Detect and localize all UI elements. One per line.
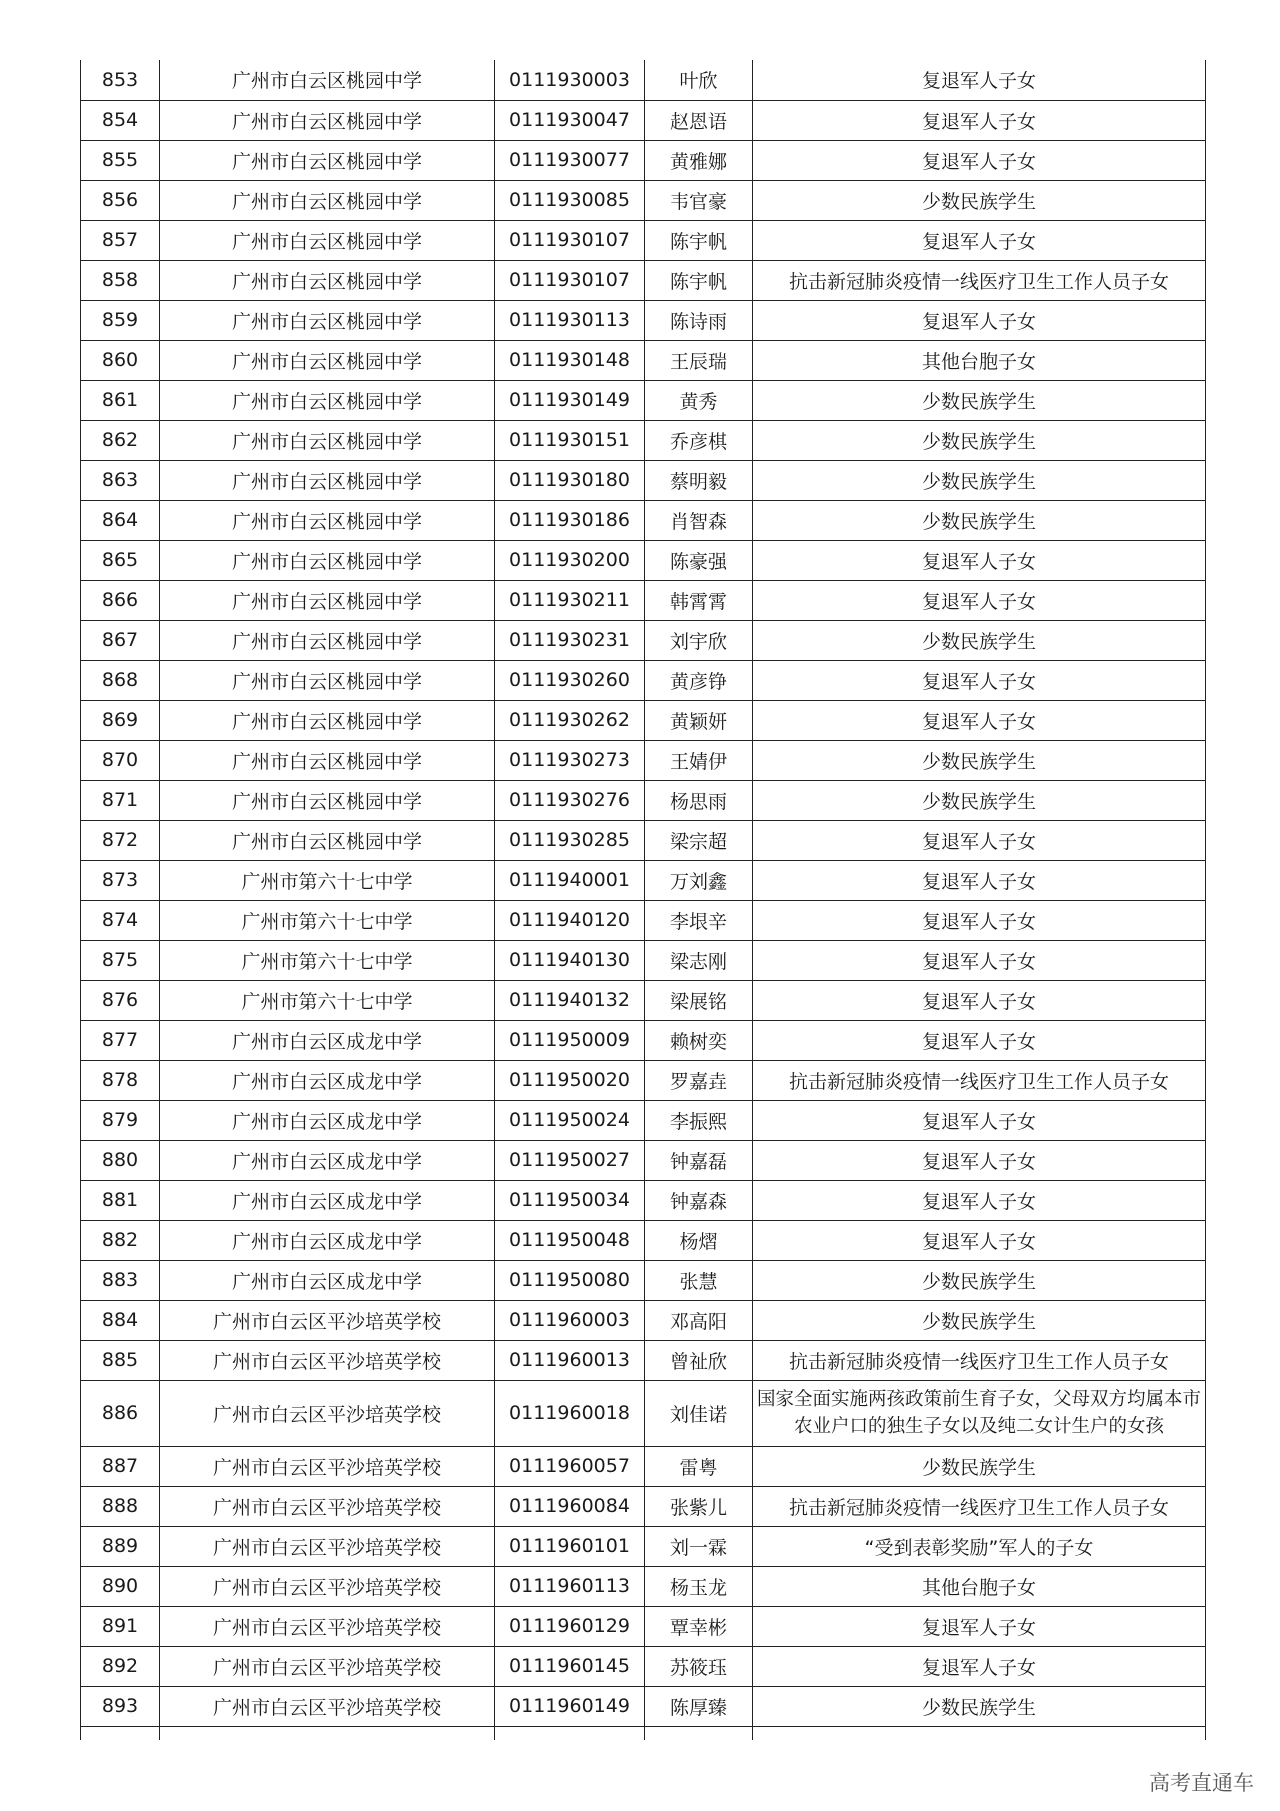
category-cell: 复退军人子女	[753, 580, 1206, 620]
row-number-cell: 863	[81, 460, 160, 500]
school-cell: 广州市白云区平沙培英学校	[160, 1486, 495, 1526]
table-row	[81, 740, 1206, 780]
category-cell: 复退军人子女	[753, 820, 1206, 860]
table-row	[81, 900, 1206, 940]
table-row	[81, 1140, 1206, 1180]
student-id-cell: 0111930285	[495, 820, 645, 860]
student-name-cell: 黄颖妍	[645, 700, 753, 740]
table-row	[81, 620, 1206, 660]
school-cell: 广州市白云区成龙中学	[160, 1180, 495, 1220]
student-id-cell: 0111930200	[495, 540, 645, 580]
school-cell: 广州市白云区平沙培英学校	[160, 1446, 495, 1486]
category-cell: “受到表彰奖励”军人的子女	[753, 1526, 1206, 1566]
category-cell: 复退军人子女	[753, 700, 1206, 740]
student-id-cell: 0111950024	[495, 1100, 645, 1140]
row-number-cell: 855	[81, 140, 160, 180]
student-id-cell: 0111960003	[495, 1300, 645, 1340]
school-cell: 广州市第六十七中学	[160, 980, 495, 1020]
row-number-cell: 873	[81, 860, 160, 900]
student-name-cell: 杨思雨	[645, 780, 753, 820]
student-name-cell: 肖智森	[645, 500, 753, 540]
category-cell: 复退军人子女	[753, 660, 1206, 700]
student-name-cell: 韦官豪	[645, 180, 753, 220]
student-id-cell: 0111950080	[495, 1260, 645, 1300]
school-cell: 广州市白云区桃园中学	[160, 660, 495, 700]
table-row	[81, 980, 1206, 1020]
student-name-cell: 陈豪强	[645, 540, 753, 580]
row-number-cell: 864	[81, 500, 160, 540]
school-cell: 广州市白云区桃园中学	[160, 580, 495, 620]
school-cell: 广州市白云区桃园中学	[160, 140, 495, 180]
table-row	[81, 820, 1206, 860]
student-id-cell: 0111930148	[495, 340, 645, 380]
school-cell: 广州市白云区桃园中学	[160, 180, 495, 220]
school-cell: 广州市白云区平沙培英学校	[160, 1380, 495, 1446]
table-row	[81, 140, 1206, 180]
student-id-cell: 0111930151	[495, 420, 645, 460]
row-number-cell: 886	[81, 1380, 160, 1446]
student-id-cell: 0111940130	[495, 940, 645, 980]
row-number-cell: 859	[81, 300, 160, 340]
student-name-cell: 赖树奕	[645, 1020, 753, 1060]
school-cell: 广州市白云区桃园中学	[160, 700, 495, 740]
student-name-cell: 钟嘉森	[645, 1180, 753, 1220]
student-id-cell: 0111930211	[495, 580, 645, 620]
school-cell: 广州市第六十七中学	[160, 900, 495, 940]
student-name-cell: 黄彦铮	[645, 660, 753, 700]
table-row	[81, 580, 1206, 620]
student-id-cell: 0111950027	[495, 1140, 645, 1180]
table-row	[81, 1060, 1206, 1100]
student-id-cell: 0111940132	[495, 980, 645, 1020]
category-cell: 国家全面实施两孩政策前生育子女，父母双方均属本市农业户口的独生子女以及纯二女计生户的女孩	[753, 1380, 1206, 1446]
row-number-cell: 865	[81, 540, 160, 580]
student-name-cell: 陈宇帆	[645, 220, 753, 260]
table-row	[81, 60, 1206, 100]
row-number-cell: 856	[81, 180, 160, 220]
student-id-cell: 0111930113	[495, 300, 645, 340]
student-name-cell: 王辰瑞	[645, 340, 753, 380]
student-id-cell: 0111930260	[495, 660, 645, 700]
student-id-cell: 0111930047	[495, 100, 645, 140]
school-cell: 广州市白云区平沙培英学校	[160, 1526, 495, 1566]
student-id-cell: 0111950034	[495, 1180, 645, 1220]
category-cell: 少数民族学生	[753, 1260, 1206, 1300]
table-row	[81, 460, 1206, 500]
row-number-cell: 872	[81, 820, 160, 860]
table-row	[81, 1020, 1206, 1060]
school-cell: 广州市第六十七中学	[160, 940, 495, 980]
watermark-text: 高考直通车	[1149, 1771, 1254, 1795]
category-cell: 复退军人子女	[753, 1220, 1206, 1260]
table-row	[81, 300, 1206, 340]
category-cell: 抗击新冠肺炎疫情一线医疗卫生工作人员子女	[753, 1340, 1206, 1380]
school-cell: 广州市白云区平沙培英学校	[160, 1340, 495, 1380]
student-name-cell: 刘佳诺	[645, 1380, 753, 1446]
table-row	[81, 700, 1206, 740]
category-cell: 复退军人子女	[753, 220, 1206, 260]
student-id-cell: 0111940001	[495, 860, 645, 900]
student-id-cell: 0111930276	[495, 780, 645, 820]
category-cell: 复退军人子女	[753, 300, 1206, 340]
student-name-cell: 梁宗超	[645, 820, 753, 860]
student-id-cell: 0111960057	[495, 1446, 645, 1486]
row-number-cell: 879	[81, 1100, 160, 1140]
table-row	[81, 1180, 1206, 1220]
school-cell: 广州市白云区平沙培英学校	[160, 1300, 495, 1340]
category-cell: 少数民族学生	[753, 460, 1206, 500]
row-number-cell: 892	[81, 1646, 160, 1686]
row-number-cell: 890	[81, 1566, 160, 1606]
category-cell: 复退军人子女	[753, 1140, 1206, 1180]
table-row	[81, 340, 1206, 380]
school-cell: 广州市白云区平沙培英学校	[160, 1566, 495, 1606]
empty-cell	[645, 1726, 753, 1740]
school-cell: 广州市白云区成龙中学	[160, 1140, 495, 1180]
school-cell: 广州市白云区平沙培英学校	[160, 1646, 495, 1686]
table-row	[81, 500, 1206, 540]
category-cell: 少数民族学生	[753, 420, 1206, 460]
row-number-cell: 888	[81, 1486, 160, 1526]
student-id-cell: 0111940120	[495, 900, 645, 940]
school-cell: 广州市白云区成龙中学	[160, 1220, 495, 1260]
category-cell: 复退军人子女	[753, 1100, 1206, 1140]
category-cell: 复退军人子女	[753, 1180, 1206, 1220]
student-id-cell: 0111930273	[495, 740, 645, 780]
table-row	[81, 1380, 1206, 1446]
category-cell: 少数民族学生	[753, 500, 1206, 540]
student-name-cell: 陈厚臻	[645, 1686, 753, 1726]
category-cell: 少数民族学生	[753, 1686, 1206, 1726]
category-cell: 少数民族学生	[753, 780, 1206, 820]
student-name-cell: 张慧	[645, 1260, 753, 1300]
student-id-cell: 0111930107	[495, 260, 645, 300]
student-id-cell: 0111930107	[495, 220, 645, 260]
table-row	[81, 380, 1206, 420]
row-number-cell: 887	[81, 1446, 160, 1486]
category-cell: 复退军人子女	[753, 900, 1206, 940]
table-row	[81, 1646, 1206, 1686]
student-id-cell: 0111930180	[495, 460, 645, 500]
table-row	[81, 860, 1206, 900]
school-cell: 广州市白云区桃园中学	[160, 100, 495, 140]
category-cell: 少数民族学生	[753, 620, 1206, 660]
student-name-cell: 陈诗雨	[645, 300, 753, 340]
school-cell: 广州市白云区桃园中学	[160, 740, 495, 780]
row-number-cell: 868	[81, 660, 160, 700]
category-cell: 复退军人子女	[753, 540, 1206, 580]
row-number-cell: 883	[81, 1260, 160, 1300]
row-number-cell: 885	[81, 1340, 160, 1380]
category-cell: 复退军人子女	[753, 940, 1206, 980]
category-cell: 复退军人子女	[753, 60, 1206, 100]
student-id-cell: 0111960145	[495, 1646, 645, 1686]
student-name-cell: 赵恩语	[645, 100, 753, 140]
school-cell: 广州市白云区成龙中学	[160, 1260, 495, 1300]
student-name-cell: 罗嘉垚	[645, 1060, 753, 1100]
student-id-cell: 0111960101	[495, 1526, 645, 1566]
row-number-cell: 867	[81, 620, 160, 660]
row-number-cell: 889	[81, 1526, 160, 1566]
student-id-cell: 0111930149	[495, 380, 645, 420]
row-number-cell: 874	[81, 900, 160, 940]
school-cell: 广州市白云区成龙中学	[160, 1020, 495, 1060]
school-cell: 广州市白云区桃园中学	[160, 820, 495, 860]
student-name-cell: 苏筱珏	[645, 1646, 753, 1686]
student-name-cell: 叶欣	[645, 60, 753, 100]
category-cell: 少数民族学生	[753, 1300, 1206, 1340]
student-id-cell: 0111960013	[495, 1340, 645, 1380]
category-cell: 复退军人子女	[753, 100, 1206, 140]
student-id-cell: 0111930085	[495, 180, 645, 220]
empty-cell	[81, 1726, 160, 1740]
school-cell: 广州市白云区桃园中学	[160, 260, 495, 300]
table-row	[81, 660, 1206, 700]
student-id-cell: 0111960113	[495, 1566, 645, 1606]
table-row	[81, 1566, 1206, 1606]
student-name-cell: 李振熙	[645, 1100, 753, 1140]
student-id-cell: 0111950020	[495, 1060, 645, 1100]
school-cell: 广州市白云区平沙培英学校	[160, 1606, 495, 1646]
category-cell: 少数民族学生	[753, 380, 1206, 420]
category-cell: 其他台胞子女	[753, 340, 1206, 380]
table-row	[81, 780, 1206, 820]
school-cell: 广州市白云区桃园中学	[160, 500, 495, 540]
row-number-cell: 893	[81, 1686, 160, 1726]
student-name-cell: 王婧伊	[645, 740, 753, 780]
row-number-cell: 870	[81, 740, 160, 780]
category-cell: 复退军人子女	[753, 980, 1206, 1020]
category-cell: 抗击新冠肺炎疫情一线医疗卫生工作人员子女	[753, 1060, 1206, 1100]
roster-table-body	[81, 60, 1206, 1740]
category-cell: 其他台胞子女	[753, 1566, 1206, 1606]
table-row	[81, 1486, 1206, 1526]
student-name-cell: 张紫儿	[645, 1486, 753, 1526]
table-row	[81, 1300, 1206, 1340]
student-name-cell: 梁志刚	[645, 940, 753, 980]
student-name-cell: 雷粤	[645, 1446, 753, 1486]
student-id-cell: 0111960149	[495, 1686, 645, 1726]
student-name-cell: 蔡明毅	[645, 460, 753, 500]
student-id-cell: 0111950009	[495, 1020, 645, 1060]
school-cell: 广州市白云区桃园中学	[160, 420, 495, 460]
row-number-cell: 857	[81, 220, 160, 260]
school-cell: 广州市白云区桃园中学	[160, 620, 495, 660]
category-cell: 少数民族学生	[753, 1446, 1206, 1486]
table-row	[81, 1100, 1206, 1140]
row-number-cell: 866	[81, 580, 160, 620]
table-row	[81, 180, 1206, 220]
student-name-cell: 万刘鑫	[645, 860, 753, 900]
table-row	[81, 1446, 1206, 1486]
table-row	[81, 420, 1206, 460]
school-cell: 广州市白云区桃园中学	[160, 780, 495, 820]
student-name-cell: 李垠辛	[645, 900, 753, 940]
category-cell: 复退军人子女	[753, 140, 1206, 180]
student-name-cell: 杨玉龙	[645, 1566, 753, 1606]
table-row	[81, 1260, 1206, 1300]
student-name-cell: 钟嘉磊	[645, 1140, 753, 1180]
student-name-cell: 韩霄霄	[645, 580, 753, 620]
category-cell: 抗击新冠肺炎疫情一线医疗卫生工作人员子女	[753, 1486, 1206, 1526]
school-cell: 广州市白云区平沙培英学校	[160, 1686, 495, 1726]
student-name-cell: 刘一霖	[645, 1526, 753, 1566]
table-row	[81, 540, 1206, 580]
row-number-cell: 861	[81, 380, 160, 420]
table-row-continuation	[81, 1726, 1206, 1740]
student-id-cell: 0111930077	[495, 140, 645, 180]
student-id-cell: 0111960018	[495, 1380, 645, 1446]
student-name-cell: 杨熠	[645, 1220, 753, 1260]
roster-table	[80, 60, 1206, 1740]
school-cell: 广州市白云区桃园中学	[160, 60, 495, 100]
table-row	[81, 1606, 1206, 1646]
row-number-cell: 882	[81, 1220, 160, 1260]
row-number-cell: 858	[81, 260, 160, 300]
student-id-cell: 0111960129	[495, 1606, 645, 1646]
student-name-cell: 覃幸彬	[645, 1606, 753, 1646]
category-cell: 少数民族学生	[753, 180, 1206, 220]
school-cell: 广州市白云区桃园中学	[160, 460, 495, 500]
table-row	[81, 1220, 1206, 1260]
empty-cell	[753, 1726, 1206, 1740]
student-id-cell: 0111930186	[495, 500, 645, 540]
row-number-cell: 871	[81, 780, 160, 820]
school-cell: 广州市白云区桃园中学	[160, 220, 495, 260]
row-number-cell: 876	[81, 980, 160, 1020]
table-row	[81, 220, 1206, 260]
school-cell: 广州市白云区成龙中学	[160, 1060, 495, 1100]
student-name-cell: 刘宇欣	[645, 620, 753, 660]
row-number-cell: 854	[81, 100, 160, 140]
student-id-cell: 0111960084	[495, 1486, 645, 1526]
row-number-cell: 875	[81, 940, 160, 980]
school-cell: 广州市第六十七中学	[160, 860, 495, 900]
student-id-cell: 0111950048	[495, 1220, 645, 1260]
student-name-cell: 乔彦棋	[645, 420, 753, 460]
student-name-cell: 梁展铭	[645, 980, 753, 1020]
table-row	[81, 1686, 1206, 1726]
row-number-cell: 862	[81, 420, 160, 460]
table-row	[81, 260, 1206, 300]
category-cell: 复退军人子女	[753, 860, 1206, 900]
student-id-cell: 0111930231	[495, 620, 645, 660]
student-id-cell: 0111930003	[495, 60, 645, 100]
category-cell: 复退军人子女	[753, 1606, 1206, 1646]
row-number-cell: 869	[81, 700, 160, 740]
student-id-cell: 0111930262	[495, 700, 645, 740]
student-name-cell: 黄雅娜	[645, 140, 753, 180]
table-row	[81, 940, 1206, 980]
empty-cell	[160, 1726, 495, 1740]
student-name-cell: 邓高阳	[645, 1300, 753, 1340]
row-number-cell: 853	[81, 60, 160, 100]
row-number-cell: 880	[81, 1140, 160, 1180]
school-cell: 广州市白云区桃园中学	[160, 300, 495, 340]
school-cell: 广州市白云区桃园中学	[160, 380, 495, 420]
table-row	[81, 100, 1206, 140]
table-row	[81, 1526, 1206, 1566]
category-cell: 少数民族学生	[753, 740, 1206, 780]
category-cell: 复退军人子女	[753, 1020, 1206, 1060]
school-cell: 广州市白云区桃园中学	[160, 540, 495, 580]
category-cell: 复退军人子女	[753, 1646, 1206, 1686]
table-row	[81, 1340, 1206, 1380]
student-name-cell: 陈宇帆	[645, 260, 753, 300]
student-name-cell: 曾祉欣	[645, 1340, 753, 1380]
row-number-cell: 884	[81, 1300, 160, 1340]
category-cell: 抗击新冠肺炎疫情一线医疗卫生工作人员子女	[753, 260, 1206, 300]
row-number-cell: 860	[81, 340, 160, 380]
row-number-cell: 878	[81, 1060, 160, 1100]
row-number-cell: 881	[81, 1180, 160, 1220]
row-number-cell: 891	[81, 1606, 160, 1646]
school-cell: 广州市白云区成龙中学	[160, 1100, 495, 1140]
row-number-cell: 877	[81, 1020, 160, 1060]
empty-cell	[495, 1726, 645, 1740]
school-cell: 广州市白云区桃园中学	[160, 340, 495, 380]
student-name-cell: 黄秀	[645, 380, 753, 420]
